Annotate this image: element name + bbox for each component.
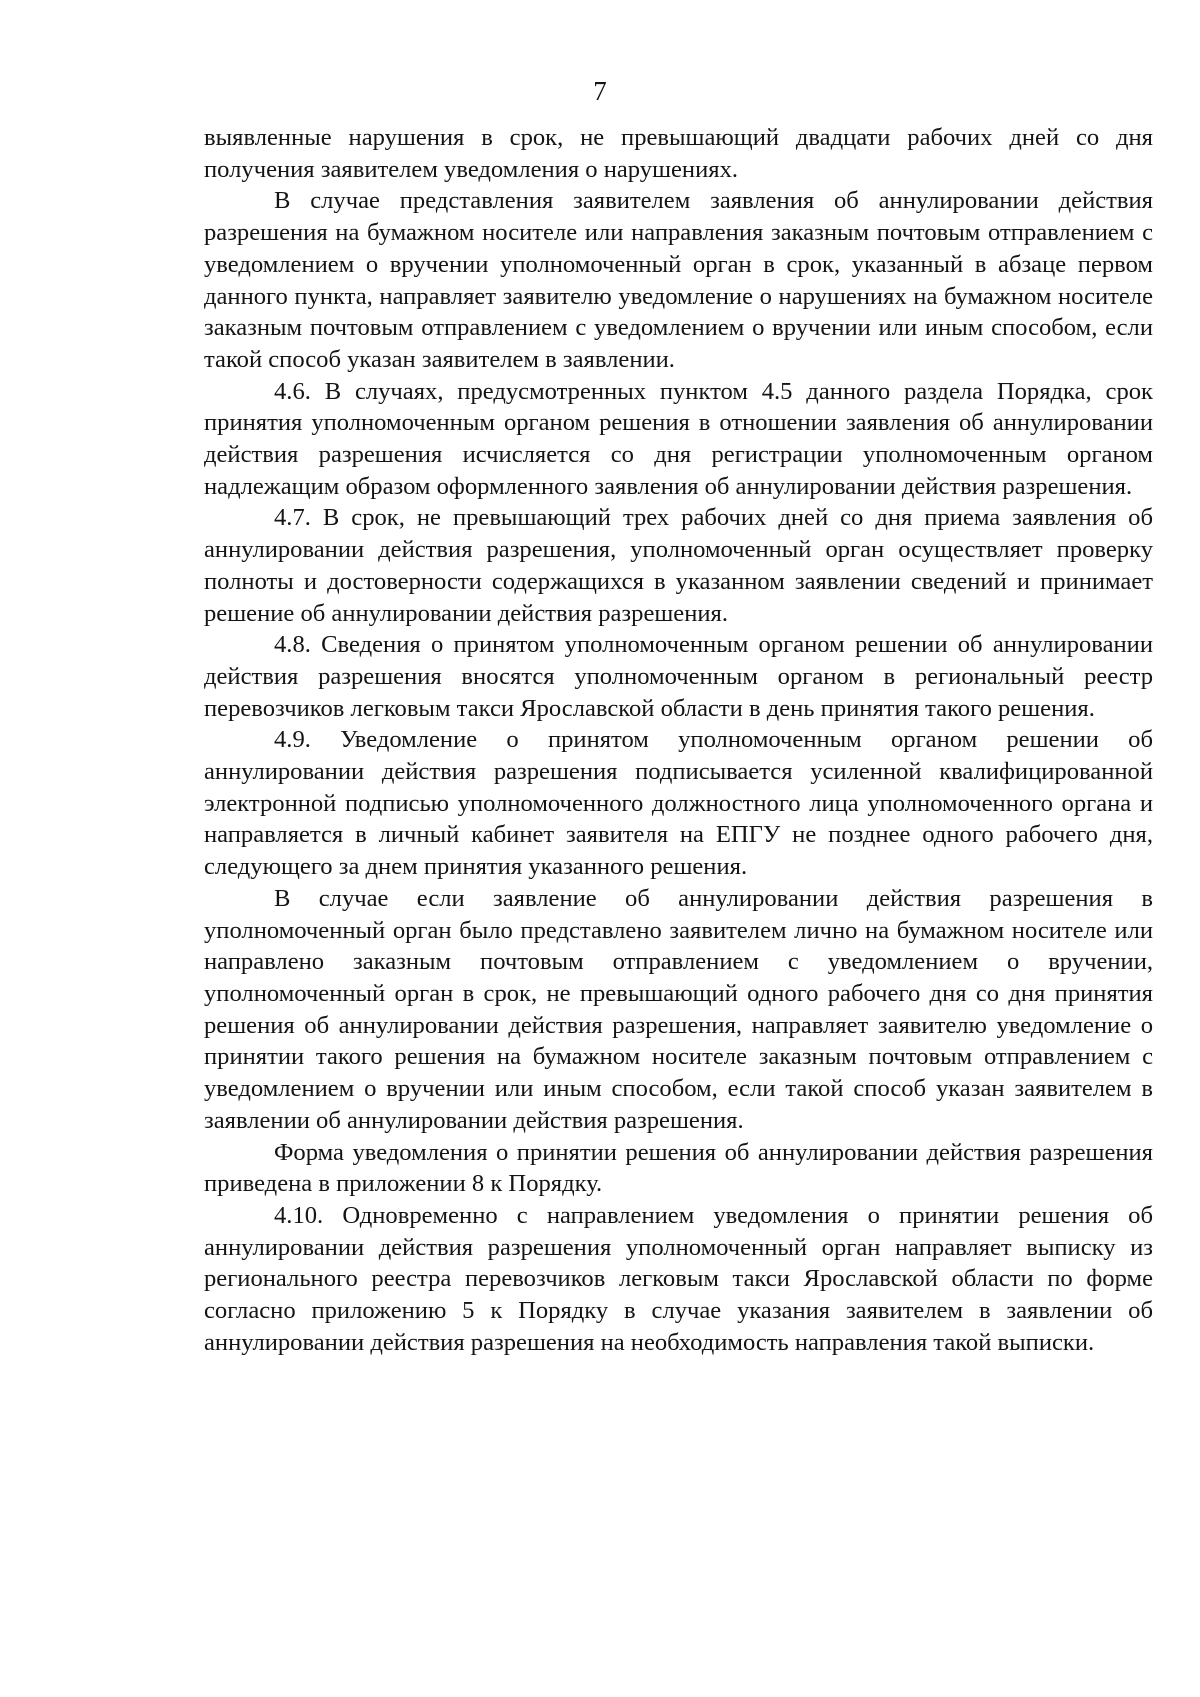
paragraph-paper-decision-notice: В случае если заявление об аннулировании действия разрешения в уполномоченный орган было представлено заявителем лично на бумажном носителе или направлено заказным почтовым отправлением с уведомлением о вручении, уполномоченный орган в срок, не превышающий одного рабочего дня со дня принятия решения об аннулировании действия разрешения, направляет заявителю уведомление о принятии такого решения на бумажном носителе заказным почтовым отправлением с уведомлением о вручении или иным способом, если такой способ указан заявителем в заявлении об аннулировании действия разрешения. bbox=[204, 884, 1153, 1134]
paragraph-4-10: 4.10. Одновременно с направлением уведомления о принятии решения об аннулировании действия разрешения уполномоченный орган направляет выписку из регионального реестра перевозчиков легковым такси Ярославской области по форме согласно приложению 5 к Порядку в случае указания заявителем в заявлении об аннулировании действия разрешения на необходимость направления такой выписки. bbox=[204, 1201, 1153, 1356]
paragraph-4-8: 4.8. Сведения о принятом уполномоченным органом решении об аннулировании действия разрешения вносятся уполномоченным органом в региональный реестр перевозчиков легковым такси Ярославской области в день принятия такого решения. bbox=[204, 631, 1153, 722]
paragraph-4-9: 4.9. Уведомление о принятом уполномоченным органом решении об аннулировании действия разрешения подписывается усиленной квалифицированной электронной подписью уполномоченного должностного лица уполномоченного органа и направляется в личный кабинет заявителя на ЕПГУ не позднее одного рабочего дня, следующего за днем принятия указанного решения. bbox=[204, 726, 1153, 881]
paragraph-4-7: 4.7. В срок, не превышающий трех рабочих дней со дня приема заявления об аннулировании действия разрешения, уполномоченный орган осуществляет проверку полноты и достоверности содержащихся в указанном заявлении сведений и принимает решение об аннулировании действия разрешения. bbox=[204, 504, 1153, 627]
paragraph-continuation: выявленные нарушения в срок, не превышающий двадцати рабочих дней со дня получения заявителем уведомления о нарушениях. bbox=[204, 124, 1153, 183]
paragraph-4-6: 4.6. В случаях, предусмотренных пунктом 4.5 данного раздела Порядка, срок принятия уполномоченным органом решения в отношении заявления об аннулировании действия разрешения исчисляется со дня регистрации уполномоченным органом надлежащим образом оформленного заявления об аннулировании действия разрешения. bbox=[204, 377, 1153, 500]
page-number: 7 bbox=[593, 76, 607, 106]
paragraph-paper-application-notice: В случае представления заявителем заявления об аннулировании действия разрешения на бумажном носителе или направления заказным почтовым отправлением с уведомлением о вручении уполномоченный орган в срок, указанный в абзаце первом данного пункта, направляет заявителю уведомление о нарушениях на бумажном носителе заказным почтовым отправлением с уведомлением о вручении или иным способом, если такой способ указан заявителем в заявлении. bbox=[204, 187, 1153, 373]
paragraph-notice-form: Форма уведомления о принятии решения об аннулировании действия разрешения приведена в приложении 8 к Порядку. bbox=[204, 1138, 1153, 1198]
document-body bbox=[204, 122, 1153, 1358]
